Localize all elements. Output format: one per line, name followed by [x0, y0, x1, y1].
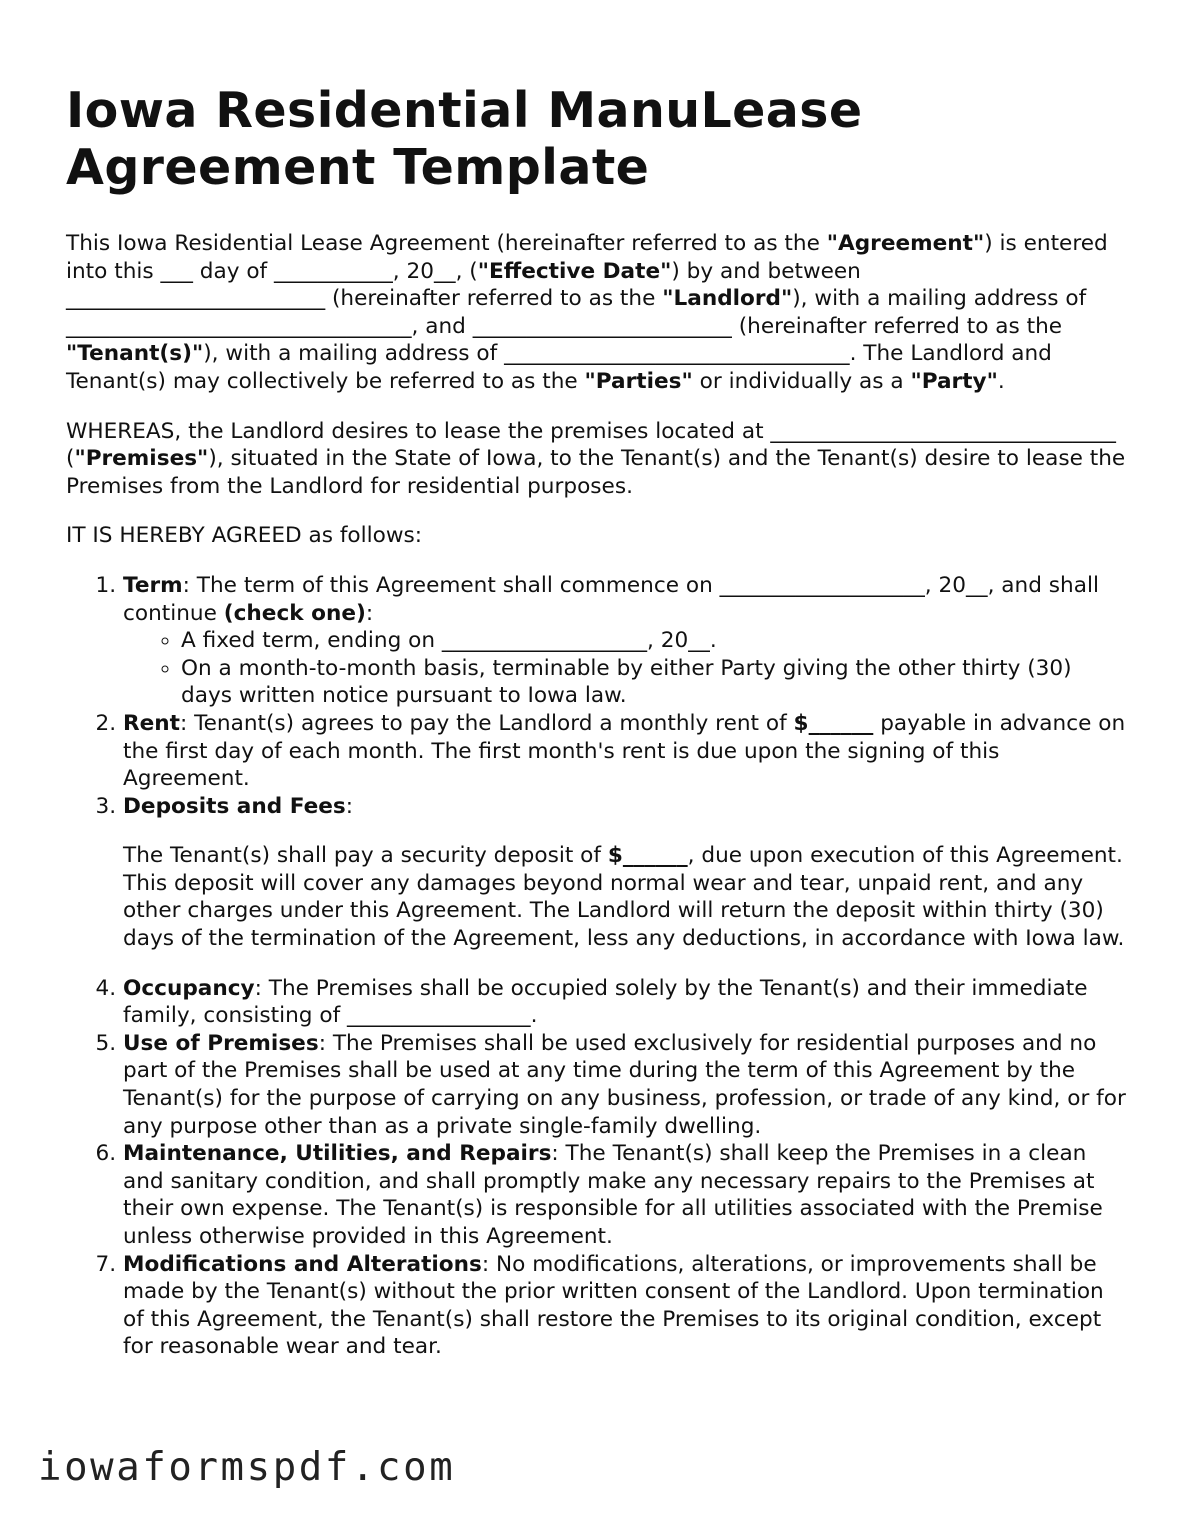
term-landlord: "Landlord"	[662, 286, 793, 312]
clause-maintenance: 6. Maintenance, Utilities, and Repairs: The Tenant(s) shall keep the Premises in a clean and sanitary condition, and shall promptly make any necessary repairs to the Premises at their own expense. The Tenant(s) is responsible for all utilities associated with the Premise unless otherwise provided in this Agreement.	[123, 1140, 1126, 1250]
term-options	[123, 627, 1126, 710]
site-watermark: iowaformspdf.com	[38, 1445, 456, 1490]
clause-label: Use of Premises	[123, 1030, 319, 1056]
deposit-amount-blank: $______	[607, 843, 688, 869]
clause-rent: 2. Rent: Tenant(s) agrees to pay the Landlord a monthly rent of $______ payable in advance on the first day of each month. The first month's rent is due upon the signing of this Agreement.	[123, 710, 1126, 793]
clause-label: Occupancy	[123, 975, 255, 1001]
clause-modifications: 7. Modifications and Alterations: No modifications, alterations, or improvements shall be made by the Tenant(s) without the prior written consent of the Landlord. Upon termination of this Agreement, the Tenant(s) shall restore the Premises to its original condition, except for reasonable wear and tear.	[123, 1251, 1126, 1361]
clause-deposits: 3. Deposits and Fees: The Tenant(s) shall pay a security deposit of $______, due upon execution of this Agreement. This deposit will cover any damages beyond normal wear and tear, unpaid rent, and any other charges under this Agreement. The Landlord will return the deposit within thirty (30) days of the termination of the Agreement, less any deductions, in accordance with Iowa law.	[123, 793, 1126, 953]
intro-paragraph: This Iowa Residential Lease Agreement (hereinafter referred to as the "Agreement") is entered into this ___ day of ___________, 20__, ("Effective Date") by and between ________________________ (hereinafter referred to as the "Landlord"), with a mailing address of ________________________________, and ________________________ (hereinafter referred to as the "Tenant(s)"), with a mailing address of ________________________________. The Landlord and Tenant(s) may collectively be referred to as the "Parties" or individually as a "Party".	[66, 231, 1108, 394]
clause-list	[66, 572, 1126, 1361]
clause-label: Modifications and Alterations	[123, 1251, 482, 1277]
page-title: Iowa Residential ManuLease Agreement Template	[66, 82, 863, 196]
agreed-paragraph: IT IS HEREBY AGREED as follows:	[66, 523, 423, 549]
clause-use-of-premises: 5. Use of Premises: The Premises shall be used exclusively for residential purposes and no part of the Premises shall be used at any time during the term of this Agreement by the Tenant(s) for the purpose of carrying on any business, profession, or trade of any kind, or for any purpose other than as a private single-family dwelling.	[123, 1030, 1126, 1140]
clause-occupancy: 4. Occupancy: The Premises shall be occupied solely by the Tenant(s) and their immediate family, consisting of _________________.	[123, 975, 1126, 1030]
term-parties: "Parties"	[584, 368, 693, 394]
clause-label: Maintenance, Utilities, and Repairs	[123, 1141, 552, 1167]
check-one-label: (check one)	[223, 600, 366, 626]
term-option-fixed: ◦ A fixed term, ending on ___________________, 20__.	[181, 627, 1126, 655]
clause-label: Deposits and Fees	[123, 793, 346, 819]
lease-document	[66, 82, 1126, 1361]
clause-label: Term	[123, 572, 183, 598]
clause-label: Rent	[123, 710, 180, 736]
whereas-paragraph: WHEREAS, the Landlord desires to lease the premises located at ________________________________ ("Premises"), situated in the State of Iowa, to the Tenant(s) and the Tenant(s) desire to lease the Premises from the Landlord for residential purposes.	[66, 418, 1126, 499]
term-premises: "Premises"	[74, 446, 209, 472]
rent-amount-blank: $______	[793, 710, 874, 736]
term-effective-date: "Effective Date"	[477, 258, 672, 284]
term-agreement: "Agreement"	[826, 231, 985, 256]
deposit-paragraph: The Tenant(s) shall pay a security deposit of $______, due upon execution of this Agreement. This deposit will cover any damages beyond normal wear and tear, unpaid rent, and any other charges under this Agreement. The Landlord will return the deposit within thirty (30) days of the termination of the Agreement, less any deductions, in accordance with Iowa law.	[123, 843, 1125, 952]
clause-term: 1. Term: The term of this Agreement shall commence on ___________________, 20__, and shall continue (check one): ◦ A fixed term, ending on ___________________, 20__. ◦ On a month-to-month basis, terminable by either Party giving the other thirty (30) days written notice pursuant to Iowa law.	[123, 572, 1126, 710]
term-party: "Party"	[910, 368, 998, 394]
term-option-monthly: ◦ On a month-to-month basis, terminable by either Party giving the other thirty (30) days written notice pursuant to Iowa law.	[181, 655, 1126, 710]
term-tenants: "Tenant(s)"	[66, 341, 204, 367]
